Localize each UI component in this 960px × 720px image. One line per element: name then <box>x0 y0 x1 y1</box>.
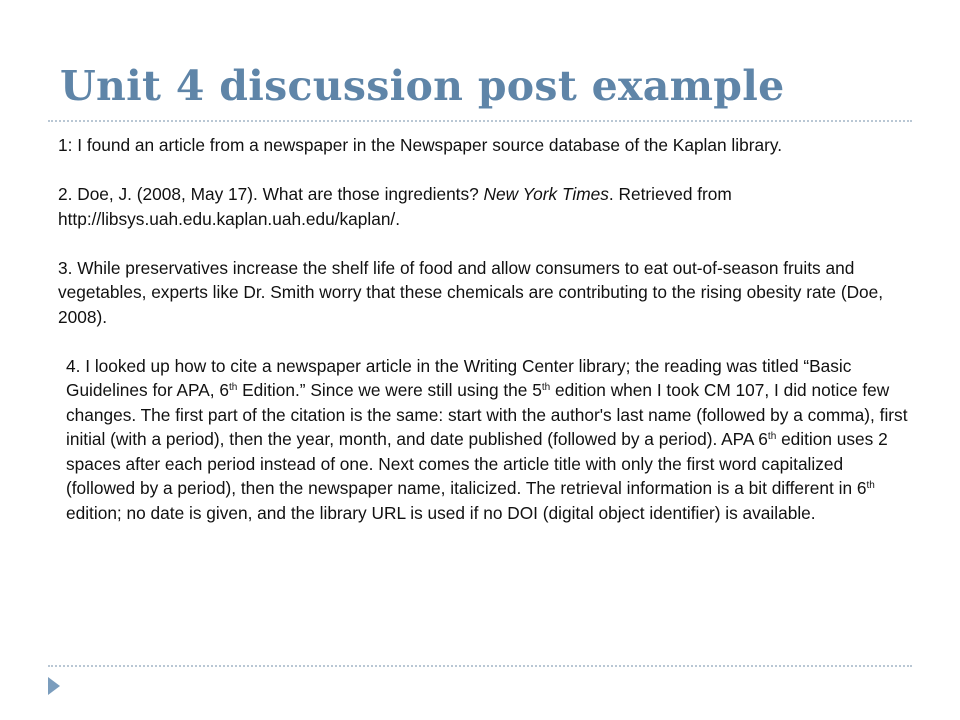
footer-divider <box>48 665 912 667</box>
title-divider <box>48 120 912 122</box>
right-triangle-arrow-icon <box>48 677 60 695</box>
superscript-th: th <box>767 431 777 442</box>
superscript-th: th <box>228 382 238 393</box>
paragraph-4 <box>58 354 908 526</box>
citation-newspaper-name: New York Times <box>483 184 609 204</box>
superscript-th: th <box>866 480 875 491</box>
paragraph-3: 3. While preservatives increase the shelf life of food and allow consumers to eat out-of-season fruits and vegetables, experts like Dr. Smith worry that these chemicals are contributing to the rising obesity rate (Doe, 2008). <box>58 257 884 327</box>
paragraph-2-citation <box>58 182 908 231</box>
citation-text-start: 2. Doe, J. (2008, May 17). What are those ingredients? <box>58 184 484 204</box>
slide-body <box>58 133 908 525</box>
paragraph-1: 1: I found an article from a newspaper in the Newspaper source database of the Kaplan library. <box>58 135 782 155</box>
paragraph-4-part-3: edition when I took CM 107, I did notice few changes. The first part of the citation is the same: start with the author's last name (followed by a comma), first initial (with a period), then the year, month, and date published (followed by a period). APA 6 <box>66 380 908 449</box>
superscript-th: th <box>541 382 551 393</box>
paragraph-4-part-1: 4. I looked up how to cite a newspaper article in the Writing Center library; the reading was titled “Basic Guidelines for APA, 6 <box>66 355 852 400</box>
paragraph-4-part-2: Edition.” Since we were still using the 5 <box>237 380 542 400</box>
paragraph-4-part-5: edition; no date is given, and the library URL is used if no DOI (digital object identifier) is available. <box>66 502 816 523</box>
citation-text-end: . Retrieved from <box>608 184 732 204</box>
citation-url: http://libsys.uah.edu.kaplan.uah.edu/kaplan/. <box>58 208 401 229</box>
paragraph-4-part-4: edition uses 2 spaces after each period instead of one. Next comes the article title with only the first word capitalized (followed by a period), then the newspaper name, italicized. The retrieval information is a bit different in 6 <box>66 429 888 498</box>
slide-title: Unit 4 discussion post example <box>60 62 785 110</box>
